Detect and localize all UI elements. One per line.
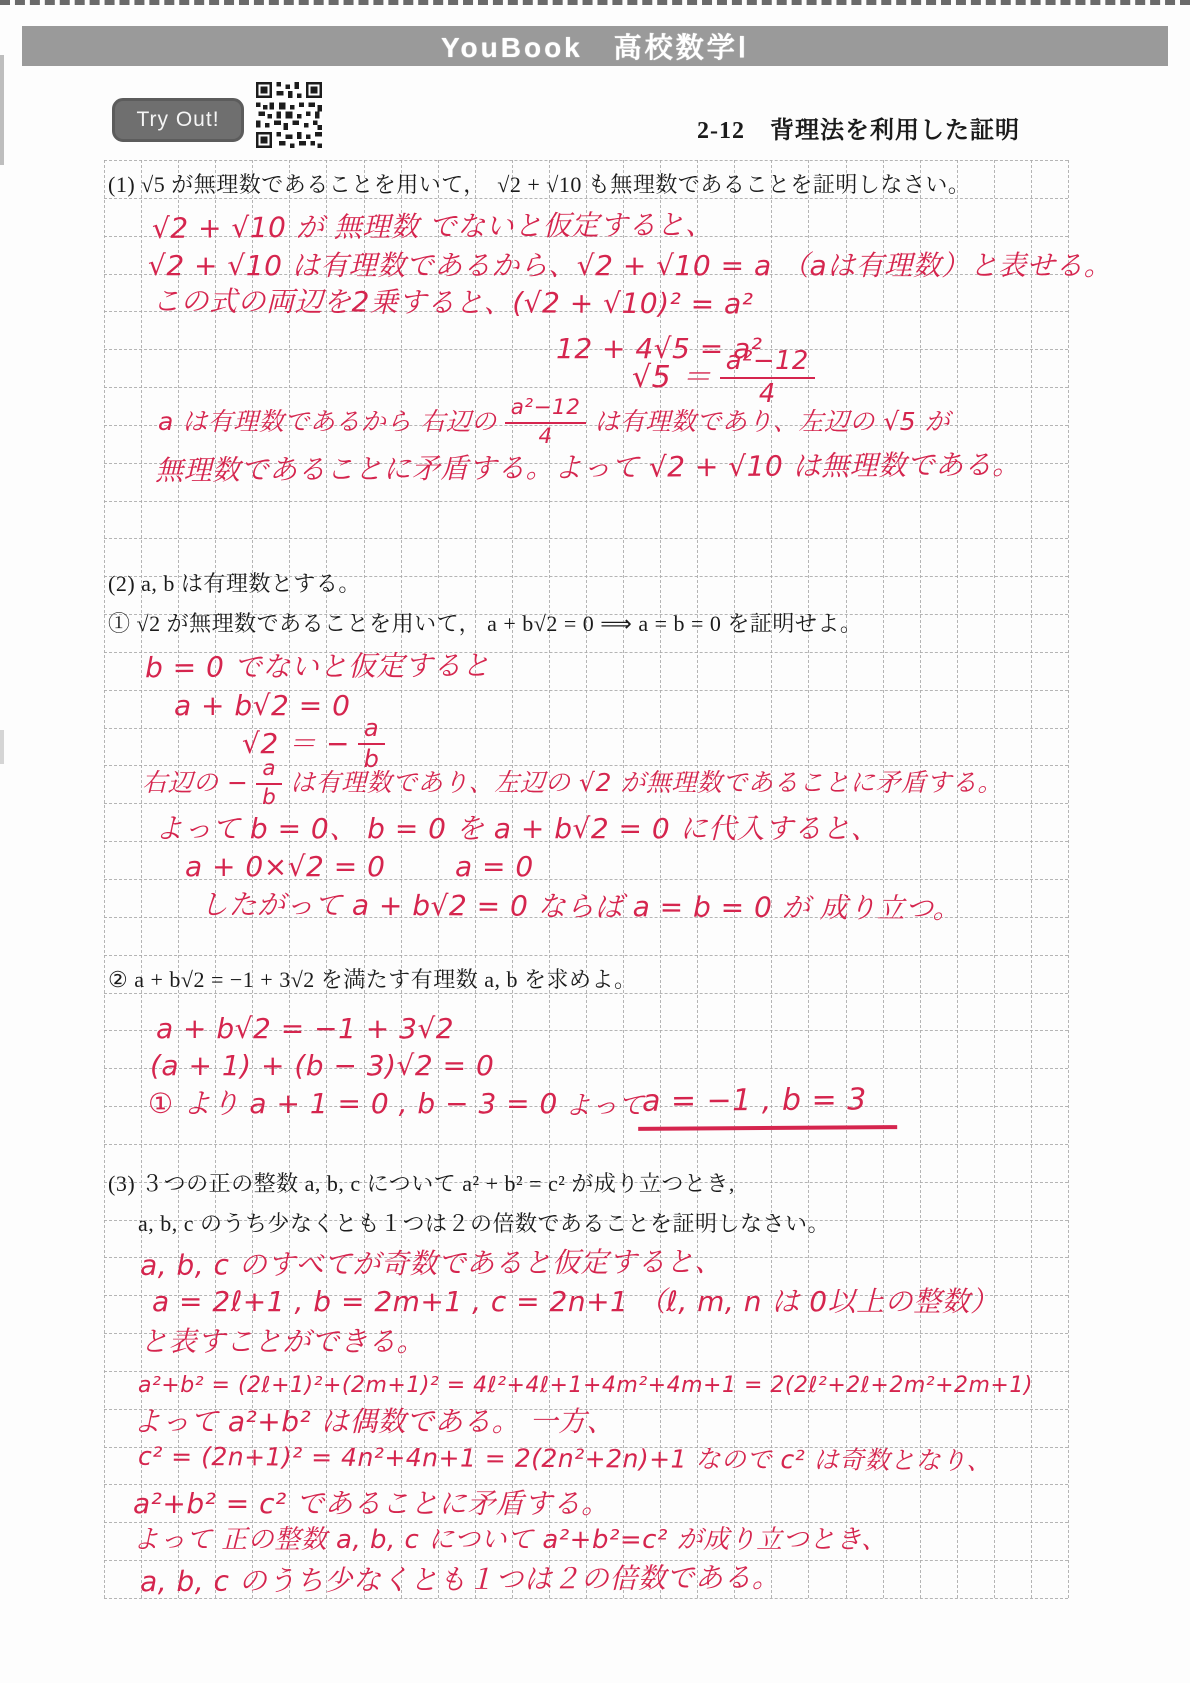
grid-line-vertical [1068,160,1069,1598]
hw-p1-line4: 12 + 4√5 = a² [556,332,763,365]
problem-2-q1-statement: ① √2 が無理数であることを用いて， a + b√2 = 0 ⟹ a = b = 0 を証明せよ。 [108,611,863,636]
try-out-label: Try Out! [136,108,220,131]
fraction-denominator: b [363,745,380,774]
grid-line-horizontal [104,1371,1068,1372]
grid-line-vertical [104,160,105,1598]
hw-p3-line4: a²+b² = (2ℓ+1)²+(2m+1)² = 4ℓ²+4ℓ+1+4m²+4m+1 = 2(2ℓ²+2ℓ+2m²+2m+1) [138,1373,1033,1398]
problem-3-statement-line2: a, b, c のうち少なくとも１つは２の倍数であることを証明しなさい。 [138,1211,831,1236]
grid-line-horizontal [104,1598,1068,1599]
hw-p1-line2: √2 + √10 は有理数であるから、√2 + √10 = a （aは有理数）と表せる。 [148,249,1113,282]
hw-p2q2-line1: a + b√2 = −1 + 3√2 [156,1012,455,1045]
problem-2-q2-statement: ② a + b√2 = −1 + 3√2 を満たす有理数 a, b を求めよ。 [108,967,637,992]
fraction-denominator: 4 [538,423,553,449]
section-heading: 2-12 背理法を利用した証明 [697,118,1020,144]
grid-line-horizontal [104,501,1068,502]
page-title: YouBook 高校数学Ⅰ [440,32,750,63]
try-out-button[interactable] [112,98,244,142]
hw-p2q2-answer [638,1083,897,1119]
grid-line-horizontal [104,160,1068,161]
hw-p2q1-line6a: a + 0×√2 = 0 [185,850,386,883]
hw-p1-line3: この式の両辺を2乗すると、(√2 + √10)² = a² [151,284,754,321]
grid-line-horizontal [104,387,1068,388]
hw-p2q1-line4-pre: 右辺の − [142,768,249,798]
grid-line-horizontal [104,955,1068,956]
hw-p1-line6-pre: a は有理数であるから 右辺の [158,407,497,437]
hw-p2q1-line4 [142,758,1003,809]
hw-p2q2-yotte: よって [565,1091,645,1121]
fraction-numerator: a [358,716,385,745]
fraction-numerator: a²−12 [505,397,587,424]
hw-p3-line2: a = 2ℓ+1 , b = 2m+1 , c = 2n+1 （ℓ, m, n は 0以上の整数） [152,1285,999,1318]
grid-line-horizontal [104,1484,1068,1485]
fraction-denominator: b [262,784,277,810]
fraction-a2-minus-12-over-4 [505,397,587,448]
hw-p2q1-line6b: a = 0 [455,850,534,883]
header-bar [22,26,1168,66]
hw-p2q2-line2: (a + 1) + (b − 3)√2 = 0 [150,1049,495,1082]
hw-p1-line6-post: は有理数であり、左辺の √5 が [594,407,951,437]
problem-1-statement: (1) √5 が無理数であることを用いて， √2 + √10 も無理数であることを証明しなさい。 [108,172,971,197]
scan-artifact-top-edge [0,0,1190,5]
problem-3-statement-line1: (3) ３つの正の整数 a, b, c について a² + b² = c² が成り立つとき, [108,1171,735,1196]
hw-p1-line6 [158,397,950,448]
hw-p3-line9: a, b, c のうち少なくとも１つは２の倍数である。 [139,1560,781,1599]
grid-line-horizontal [104,538,1068,539]
hw-p2q1-line7: したがって a + b√2 = 0 ならば a = b = 0 が 成り立つ。 [199,888,962,925]
fraction-numerator: a²−12 [720,348,815,379]
answer-underlined: a = −1 , b = 3 [638,1082,897,1131]
fraction-a-over-b [256,758,282,809]
hw-p3-line7: a²+b² = c² であることに矛盾する。 [133,1487,610,1520]
grid-line-horizontal [104,1522,1068,1523]
hw-p2q1-line3-lhs: √2 ＝ − [242,727,350,761]
hw-p1-line5-lhs: √5 ＝ [632,359,712,395]
hw-p2q2-line3: ① より a + 1 = 0 , b − 3 = 0 [148,1087,558,1120]
problem-2-statement: (2) a, b は有理数とする。 [108,571,361,596]
fraction-numerator: a [256,758,282,785]
hw-p3-line5: よって a²+b² は偶数である。 一方、 [133,1405,616,1438]
hw-p2q1-line5: よって b = 0、 b = 0 を a + b√2 = 0 に代入すると、 [155,812,880,845]
hw-p2q1-line2: a + b√2 = 0 [174,689,351,722]
qr-code[interactable] [256,82,322,148]
hw-p1-line7: 無理数であることに矛盾する。よって √2 + √10 は無理数である。 [154,447,1021,488]
hw-p3-line8: よって 正の整数 a, b, c について a²+b²=c² が成り立つとき、 [133,1525,888,1555]
grid-line-horizontal [104,1560,1068,1561]
hw-p3-line6: c² = (2n+1)² = 4n²+4n+1 = 2(2n²+2n)+1 なので c² は奇数となり、 [137,1441,993,1476]
scan-artifact-left-edge [0,55,4,165]
hw-p1-line1: √2 + √10 が 無理数 でないと仮定すると、 [151,208,714,245]
hw-p3-line1: a, b, c のすべてが奇数であると仮定すると、 [139,1244,723,1283]
hw-p3-line3: と表すことができる。 [140,1325,426,1358]
fraction-denominator: 4 [758,379,776,410]
scan-artifact-left-mark [0,730,4,764]
hw-p2q1-line1: b = 0 でないと仮定すると [144,648,491,685]
hw-p2q1-line4-post: は有理数であり、左辺の √2 が無理数であることに矛盾する。 [290,768,1003,798]
grid-line-horizontal [104,1144,1068,1145]
